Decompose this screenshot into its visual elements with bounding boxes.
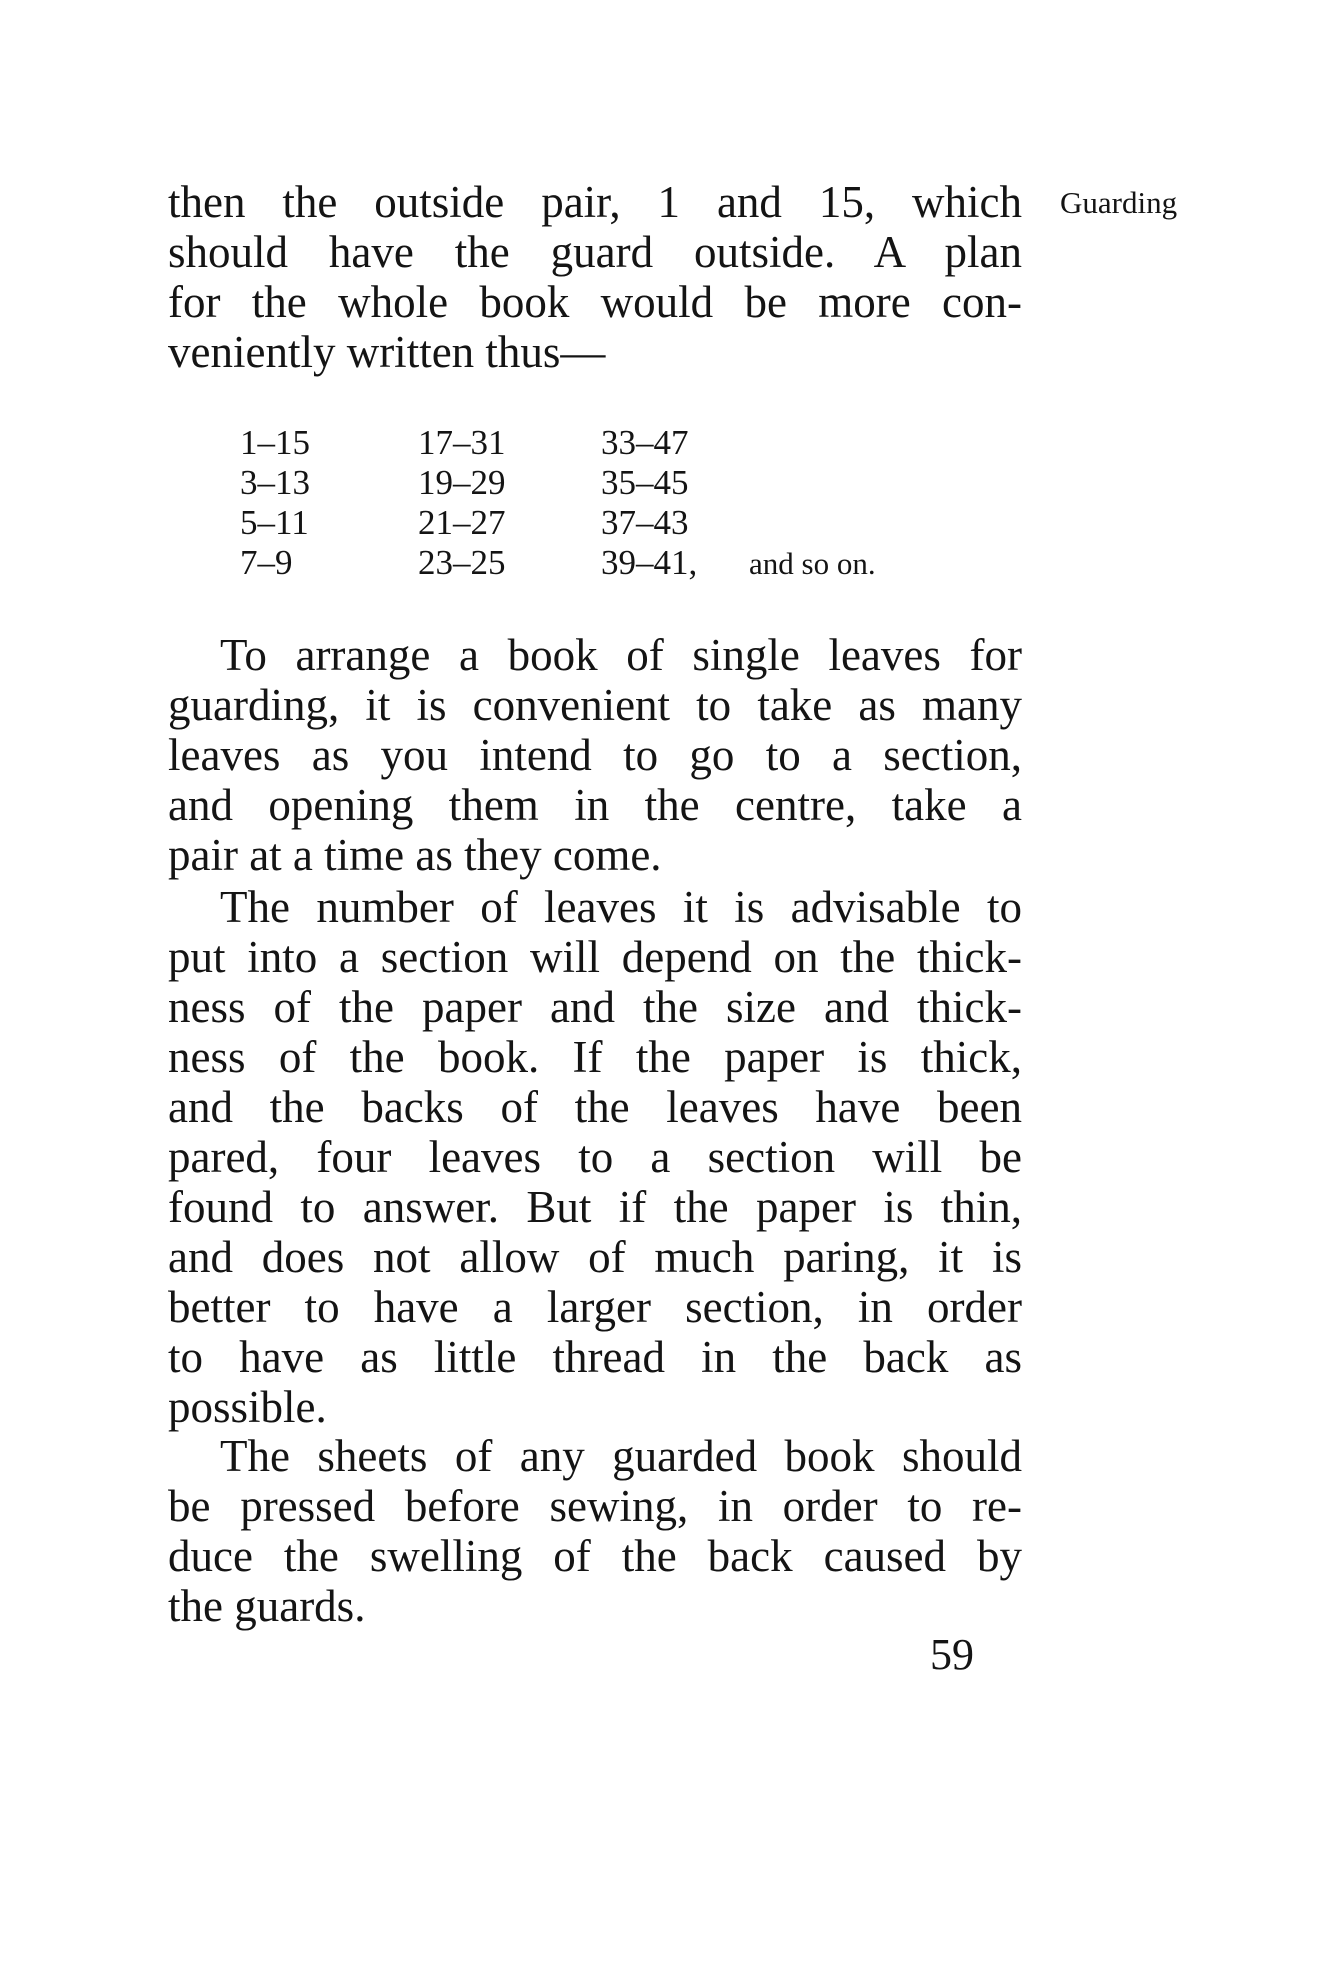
text-line: guarding, it is convenient to take as many xyxy=(168,680,1022,730)
table-row xyxy=(240,463,876,503)
text-line: be pressed before sewing, in order to re- xyxy=(168,1481,1022,1531)
table-cell: 5–11 xyxy=(240,503,309,542)
text-line: ness of the book. If the paper is thick, xyxy=(168,1032,1022,1082)
text-line: then the outside pair, 1 and 15, which xyxy=(168,177,1022,227)
table-cell: 23–25 xyxy=(418,543,506,582)
table-cell: 3–13 xyxy=(240,463,310,502)
table-cell: 7–9 xyxy=(240,543,293,582)
paragraph xyxy=(168,630,1022,880)
text-line: leaves as you intend to go to a section, xyxy=(168,730,1022,780)
text-line: veniently written thus— xyxy=(168,327,606,377)
table-row xyxy=(240,543,876,584)
guarding-plan-table xyxy=(240,423,876,584)
table-cell: 19–29 xyxy=(418,463,506,502)
text-line: to have as little thread in the back as xyxy=(168,1332,1022,1382)
text-line: the guards. xyxy=(168,1581,366,1631)
table-row xyxy=(240,503,876,543)
table-row xyxy=(240,423,876,463)
table-cell: 37–43 xyxy=(601,503,689,542)
text-line: To arrange a book of single leaves for xyxy=(220,630,1022,680)
text-line: possible. xyxy=(168,1382,327,1432)
table-cell: 33–47 xyxy=(601,423,689,462)
text-line: ness of the paper and the size and thick- xyxy=(168,982,1022,1032)
text-line: and does not allow of much paring, it is xyxy=(168,1232,1022,1282)
paragraph xyxy=(168,1431,1022,1631)
table-cell: 35–45 xyxy=(601,463,689,502)
text-line: The number of leaves it is advisable to xyxy=(220,882,1022,932)
page-number: 59 xyxy=(930,1630,974,1679)
text-line: and opening them in the centre, take a xyxy=(168,780,1022,830)
text-line: should have the guard outside. A plan xyxy=(168,227,1022,277)
text-line: better to have a larger section, in order xyxy=(168,1282,1022,1332)
table-cell: 17–31 xyxy=(418,423,506,462)
text-line: pair at a time as they come. xyxy=(168,830,662,880)
text-line: and the backs of the leaves have been xyxy=(168,1082,1022,1132)
table-cell: 1–15 xyxy=(240,423,310,462)
table-cell: 21–27 xyxy=(418,503,506,542)
text-line: found to answer. But if the paper is thin, xyxy=(168,1182,1022,1232)
text-line: duce the swelling of the back caused by xyxy=(168,1531,1022,1581)
paragraph xyxy=(168,882,1022,1432)
intro-text xyxy=(168,177,1022,377)
text-line: pared, four leaves to a section will be xyxy=(168,1132,1022,1182)
text-line: for the whole book would be more con- xyxy=(168,277,1022,327)
table-trailer: and so on. xyxy=(749,546,876,581)
text-line: The sheets of any guarded book should xyxy=(220,1431,1022,1481)
text-line: put into a section will depend on the thick- xyxy=(168,932,1022,982)
margin-note: Guarding xyxy=(1060,185,1178,220)
table-cell: 39–41, xyxy=(601,543,698,582)
